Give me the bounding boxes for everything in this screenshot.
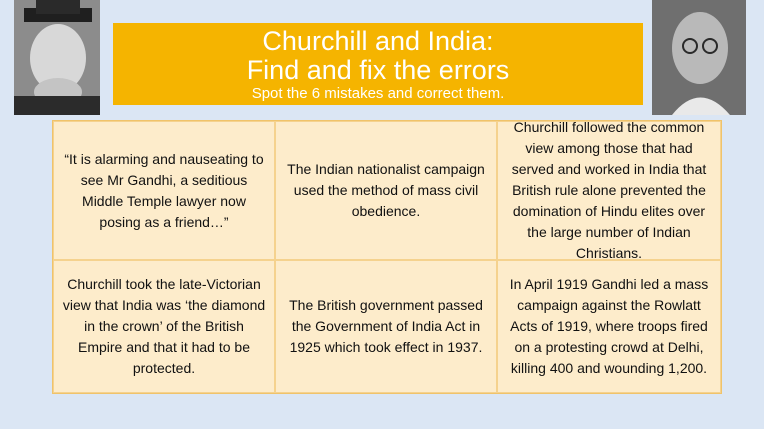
statement-cell: Churchill followed the common view among those that had served and worked in India that British rule alone prevented the domination of Hindu elites over the large number of Indian Christians. xyxy=(497,121,721,260)
statement-cell: “It is alarming and nauseating to see Mr Gandhi, a seditious Middle Temple lawyer now posing as a friend…” xyxy=(53,121,275,260)
statement-cell: The Indian nationalist campaign used the method of mass civil obedience. xyxy=(275,121,497,260)
statements-table xyxy=(52,120,722,394)
statement-cell: In April 1919 Gandhi led a mass campaign against the Rowlatt Acts of 1919, where troops fired on a protesting crowd at Delhi, killing 400 and wounding 1,200. xyxy=(497,260,721,393)
subtitle: Spot the 6 mistakes and correct them. xyxy=(251,85,505,102)
title-banner xyxy=(113,23,643,105)
gandhi-portrait xyxy=(652,0,746,115)
statement-cell: The British government passed the Government of India Act in 1925 which took effect in 1937. xyxy=(275,260,497,393)
statement-cell: Churchill took the late-Victorian view that India was ‘the diamond in the crown’ of the British Empire and that it had to be protected. xyxy=(53,260,275,393)
title-line-1: Churchill and India: xyxy=(262,26,494,56)
churchill-portrait xyxy=(14,0,100,115)
title-line-2: Find and fix the errors xyxy=(246,55,510,85)
